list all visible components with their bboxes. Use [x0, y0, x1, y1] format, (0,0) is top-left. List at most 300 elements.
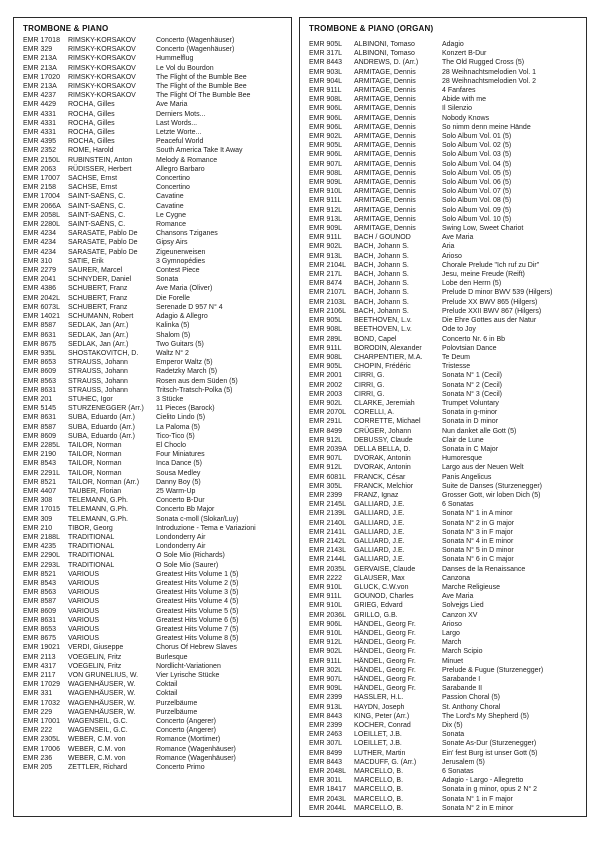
catalog-row [23, 726, 285, 735]
catalog-row [309, 574, 580, 583]
catalog-row [309, 454, 580, 463]
piece-title: Prelude & Fugue (Sturzenegger) [442, 666, 544, 674]
piece-title: Die Forelle [156, 294, 190, 302]
piece-title: Lobe den Herrn (5) [442, 280, 502, 288]
composer-name: SAINT-SAËNS, C. [68, 211, 126, 219]
emr-number: EMR 906L [309, 151, 343, 159]
piece-title: Danses de la Renaissance [442, 565, 526, 573]
composer-name: ARMITAGE, Dennis [354, 188, 416, 196]
emr-number: EMR 4331 [23, 110, 57, 118]
emr-number: EMR 308 [23, 497, 53, 505]
composer-name: STRAUSS, Johann [68, 386, 128, 394]
emr-number: EMR 4234 [23, 248, 57, 256]
catalog-row [309, 684, 580, 693]
piece-title: Chorale Prelude "Ich ruf zu Dir" [442, 261, 540, 269]
piece-title: Concertino [156, 175, 190, 183]
emr-number: EMR 2291L [23, 469, 60, 477]
catalog-row [309, 104, 580, 113]
piece-title: Jesu, meine Freude (Reift) [442, 271, 525, 279]
composer-name: GRIEG, Edvard [354, 602, 403, 610]
piece-title: Humoresque [442, 455, 483, 463]
catalog-row [309, 49, 580, 58]
emr-number: EMR 8631 [23, 331, 57, 339]
piece-title: Emperor Waltz (5) [156, 359, 213, 367]
piece-title: Arioso [442, 252, 462, 260]
piece-title: Prelude XX BWV 865 (Hilgers) [442, 298, 538, 306]
catalog-row [23, 367, 285, 376]
composer-name: ZETTLER, Richard [68, 764, 128, 772]
catalog-row [309, 482, 580, 491]
composer-name: GALLIARD, J.E. [354, 519, 405, 527]
emr-number: EMR 302L [309, 666, 343, 674]
piece-title: Greatest Hits Volume 1 (5) [156, 570, 239, 578]
composer-name: SEDLAK, Jan (Arr.) [68, 322, 129, 330]
piece-title: Zigeunerweisen [156, 248, 206, 256]
piece-title: Contest Piece [156, 267, 200, 275]
composer-name: SARASATE, Pablo De [68, 248, 138, 256]
emr-number: EMR 17001 [23, 718, 60, 726]
composer-name: STRAUSS, Johann [68, 377, 128, 385]
piece-title: Kalinka (5) [156, 322, 190, 330]
composer-name: RIMSKY-KORSAKOV [68, 55, 136, 63]
catalog-row [23, 45, 285, 54]
piece-title: Burlesque [156, 653, 188, 661]
composer-name: BACH, Johann S. [354, 307, 409, 315]
emr-number: EMR 8609 [23, 432, 57, 440]
composer-name: SUBA, Eduardo (Arr.) [68, 423, 135, 431]
emr-number: EMR 905L [309, 317, 343, 325]
piece-title: Tristesse [442, 363, 471, 371]
emr-number: EMR 17029 [23, 681, 60, 689]
emr-number: EMR 2048L [309, 768, 346, 776]
piece-title: Solo Album Vol. 10 (5) [442, 215, 512, 223]
emr-number: EMR 905L [309, 41, 343, 48]
catalog-row [309, 749, 580, 758]
composer-name: LOEILLET, J.B. [354, 740, 402, 748]
piece-title: Grosser Gott, wir loben Dich (5) [442, 491, 541, 499]
catalog-row [309, 288, 580, 297]
emr-number: EMR 17020 [23, 73, 60, 81]
emr-number: EMR 2143L [309, 547, 346, 555]
emr-number: EMR 2399 [309, 722, 343, 730]
emr-number: EMR 8675 [23, 635, 57, 643]
piece-title: Konzert B-Dur [442, 50, 487, 58]
composer-name: VARIOUS [68, 598, 99, 606]
catalog-row [23, 73, 285, 82]
composer-name: SAINT-SAËNS, C. [68, 221, 126, 229]
emr-number: EMR 8443 [309, 758, 343, 766]
catalog-row [23, 570, 285, 579]
composer-name: TAILOR, Norman [68, 441, 122, 449]
emr-number: EMR 2107L [309, 289, 346, 297]
emr-number: EMR 229 [23, 708, 53, 716]
catalog-row [309, 95, 580, 104]
emr-number: EMR 2279 [23, 267, 57, 275]
emr-number: EMR 331 [23, 690, 53, 698]
composer-name: STUHEC, Igor [68, 395, 113, 403]
emr-number: EMR 2044L [309, 804, 346, 812]
emr-number: EMR 935L [23, 349, 57, 357]
composer-name: CIRRI, G. [354, 390, 385, 398]
catalog-row [23, 128, 285, 137]
piece-title: Largo [442, 630, 460, 637]
emr-number: EMR 2280L [23, 221, 60, 229]
piece-title: Derniers Mots... [156, 110, 206, 118]
composer-name: ROCHA, Gilles [68, 119, 115, 127]
composer-name: GERVAISE, Claude [354, 565, 416, 573]
piece-title: Ode to Joy [442, 326, 476, 334]
emr-number: EMR 8631 [23, 616, 57, 624]
composer-name: ARMITAGE, Dennis [354, 179, 416, 187]
composer-name: WEBER, C.M. von [68, 745, 126, 753]
catalog-row [309, 86, 580, 95]
composer-name: MARCELLO, B. [354, 786, 404, 794]
emr-number: EMR 17006 [23, 745, 60, 753]
catalog-row [23, 331, 285, 340]
piece-title: Concerto (Angerer) [156, 718, 216, 726]
composer-name: ROCHA, Gilles [68, 129, 115, 137]
piece-title: The Lord's My Shepherd (5) [442, 712, 529, 720]
piece-title: Trumpet Voluntary [442, 399, 499, 407]
emr-number: EMR 2399 [309, 694, 343, 702]
piece-title: Solo Album Vol. 04 (5) [442, 160, 512, 168]
composer-name: WAGENSEIL, G.C. [68, 727, 128, 735]
piece-title: Sarabande I [442, 676, 481, 684]
piece-title: Sonata [156, 276, 179, 284]
catalog-row [23, 321, 285, 330]
emr-number: EMR 289L [309, 335, 343, 343]
piece-title: Romance (Wagenhäuser) [156, 754, 236, 762]
piece-title: Concerto (Wagenhäuser) [156, 46, 235, 54]
emr-number: EMR 912L [309, 436, 343, 444]
composer-name: BORODIN, Alexander [354, 344, 422, 352]
piece-title: Londonderry Air [156, 533, 206, 541]
composer-name: ARMITAGE, Dennis [354, 151, 416, 159]
catalog-row [309, 335, 580, 344]
emr-number: EMR 2285L [23, 441, 60, 449]
piece-title: Te Deum [442, 353, 471, 361]
catalog-row [23, 533, 285, 542]
catalog-row [309, 371, 580, 380]
composer-name: KOCHER, Conrad [354, 722, 411, 730]
emr-number: EMR 4386 [23, 285, 57, 293]
composer-name: BEETHOVEN, L.v. [354, 326, 412, 334]
composer-name: VON GRUNELIUS, W. [68, 672, 139, 680]
composer-name: ARMITAGE, Dennis [354, 225, 416, 233]
piece-title: Le Cygne [156, 211, 186, 219]
composer-name: WEBER, C.M. von [68, 754, 126, 762]
piece-title: Sonata in g-minor [442, 409, 498, 417]
catalog-row [23, 717, 285, 726]
composer-name: FRANCK, César [354, 473, 406, 481]
piece-title: Solo Album Vol. 05 (5) [442, 169, 512, 177]
catalog-row [309, 233, 580, 242]
emr-number: EMR 4395 [23, 138, 57, 146]
piece-title: The Flight of the Bumble Bee [156, 83, 247, 91]
composer-name: CIRRI, G. [354, 381, 385, 389]
composer-name: TRADITIONAL [68, 561, 115, 569]
piece-title: Concertino [156, 184, 190, 192]
piece-title: 28 Weihnachtsmelodien Vol. 2 [442, 77, 537, 85]
composer-name: RIMSKY-KORSAKOV [68, 64, 136, 72]
piece-title: Hummelflug [156, 55, 194, 63]
piece-title: Minuet [442, 657, 464, 665]
composer-name: BOND, Capel [354, 335, 397, 343]
composer-name: CHOPIN, Frédéric [354, 363, 411, 371]
piece-title: Solo Album Vol. 09 (5) [442, 206, 512, 214]
emr-number: EMR 912L [309, 464, 343, 472]
emr-number: EMR 4234 [23, 230, 57, 238]
emr-number: EMR 906L [309, 105, 343, 113]
emr-number: EMR 908L [309, 96, 343, 104]
piece-title: Purzelbäume [156, 708, 198, 716]
emr-number: EMR 2058L [23, 211, 60, 219]
catalog-row [23, 119, 285, 128]
composer-name: BACH, Johann S. [354, 252, 409, 260]
piece-title: 6 Sonatas [442, 501, 474, 509]
catalog-row [23, 284, 285, 293]
catalog-row [23, 689, 285, 698]
emr-number: EMR 307L [309, 740, 343, 748]
composer-name: TAILOR, Norman [68, 451, 122, 459]
composer-name: BACH / GOUNOD [354, 234, 411, 242]
composer-name: SARASATE, Pablo De [68, 230, 138, 238]
piece-title: Arioso [442, 620, 462, 628]
piece-title: Romance [156, 221, 186, 229]
catalog-row [309, 417, 580, 426]
composer-name: ARMITAGE, Dennis [354, 68, 416, 76]
catalog-row [23, 100, 285, 109]
catalog-row [23, 478, 285, 487]
composer-name: BACH, Johann S. [354, 289, 409, 297]
piece-title: Aria [442, 243, 455, 251]
piece-title: Adagio - Largo - Allegretto [442, 777, 524, 785]
catalog-row [23, 36, 285, 45]
catalog-row [23, 110, 285, 119]
catalog-row [309, 436, 580, 445]
composer-name: HÄNDEL, Georg Fr. [354, 657, 416, 665]
piece-title: Sonata in g minor, opus 2 N° 2 [442, 786, 538, 794]
emr-number: EMR 2188L [23, 533, 60, 541]
emr-number: EMR 913L [309, 703, 343, 711]
emr-number: EMR 17007 [23, 175, 60, 183]
emr-number: EMR 2305L [23, 736, 60, 744]
catalog-row [23, 174, 285, 183]
catalog-row [23, 745, 285, 754]
composer-name: ARMITAGE, Dennis [354, 105, 416, 113]
catalog-row [23, 579, 285, 588]
piece-title: The Flight of the Bumble Bee [156, 73, 247, 81]
composer-name: HÄNDEL, Georg Fr. [354, 676, 416, 684]
composer-name: VARIOUS [68, 635, 99, 643]
emr-number: EMR 4317 [23, 662, 57, 670]
catalog-row [309, 657, 580, 666]
emr-number: EMR 6081L [309, 473, 346, 481]
composer-name: WAGENHÄUSER, W. [68, 681, 136, 689]
emr-number: EMR 2190 [23, 451, 57, 459]
emr-number: EMR 910L [309, 630, 343, 637]
emr-number: EMR 213A [23, 64, 57, 72]
composer-name: SHOSTAKOVITCH, D. [68, 349, 139, 357]
composer-name: ALBINONI, Tomaso [354, 50, 415, 58]
composer-name: TAILOR, Norman [68, 460, 122, 468]
piece-title: Greatest Hits Volume 6 (5) [156, 616, 239, 624]
piece-title: Tritsch-Tratsch-Polka (5) [156, 386, 233, 394]
piece-title: Prelude XXII BWV 867 (Hilgers) [442, 307, 542, 315]
emr-number: EMR 17032 [23, 699, 60, 707]
emr-number: EMR 904L [309, 77, 343, 85]
catalog-row [23, 137, 285, 146]
emr-number: EMR 909L [309, 685, 343, 693]
piece-title: Greatest Hits Volume 3 (5) [156, 589, 239, 597]
catalog-row [309, 730, 580, 739]
catalog-row [23, 505, 285, 514]
catalog-row [23, 496, 285, 505]
catalog-row [23, 708, 285, 717]
emr-number: EMR 301L [309, 777, 343, 785]
emr-number: EMR 2070L [309, 409, 346, 417]
composer-name: WAGENHÄUSER, W. [68, 708, 136, 716]
catalog-row [23, 653, 285, 662]
piece-title: Panis Angelicus [442, 473, 492, 481]
catalog-row [309, 178, 580, 187]
piece-title: Polovtsian Dance [442, 344, 497, 352]
composer-name: CORELLI, A. [354, 409, 395, 417]
catalog-row [309, 40, 580, 49]
composer-name: VARIOUS [68, 570, 99, 578]
composer-name: RUBINSTEIN, Anton [68, 156, 133, 164]
emr-number: EMR 4235 [23, 543, 57, 551]
emr-number: EMR 213A [23, 55, 57, 63]
composer-name: HÄNDEL, Georg Fr. [354, 685, 416, 693]
catalog-row [23, 662, 285, 671]
emr-number: EMR 2463 [309, 731, 343, 739]
catalog-row [23, 248, 285, 257]
piece-title: South America Take It Away [156, 147, 243, 155]
composer-name: BACH, Johann S. [354, 298, 409, 306]
composer-name: TIBOR, Georg [68, 524, 113, 532]
piece-title: Concerto Primo [156, 764, 205, 772]
composer-name: HÄNDEL, Georg Fr. [354, 666, 416, 674]
composer-name: SAINT-SAËNS, C. [68, 193, 126, 201]
piece-title: Sonata N° 3 (Cecil) [442, 390, 502, 398]
composer-name: SCHUBERT, Franz [68, 303, 128, 311]
emr-number: EMR 8521 [23, 478, 57, 486]
composer-name: BACH, Johann S. [354, 271, 409, 279]
emr-number: EMR 4234 [23, 239, 57, 247]
composer-name: TRADITIONAL [68, 552, 115, 560]
catalog-row [23, 423, 285, 432]
emr-number: EMR 305L [309, 482, 343, 490]
emr-number: EMR 201 [23, 395, 53, 403]
emr-number: EMR 2399 [309, 491, 343, 499]
catalog-row [23, 303, 285, 312]
catalog-row [309, 528, 580, 537]
catalog-row [309, 224, 580, 233]
catalog-row [23, 487, 285, 496]
emr-number: EMR 14021 [23, 313, 60, 321]
catalog-row [309, 693, 580, 702]
emr-number: EMR 910L [309, 583, 343, 591]
emr-number: EMR 2222 [309, 574, 343, 582]
catalog-row [23, 377, 285, 386]
piece-title: Nordlicht-Variationen [156, 662, 221, 670]
composer-name: WAGENHÄUSER, W. [68, 699, 136, 707]
piece-title: Greatest Hits Volume 8 (5) [156, 635, 239, 643]
piece-title: Sonate As-Dur (Sturzenegger) [442, 740, 537, 748]
catalog-row [309, 703, 580, 712]
emr-number: EMR 907L [309, 676, 343, 684]
emr-number: EMR 906L [309, 114, 343, 122]
emr-number: EMR 8521 [23, 570, 57, 578]
piece-title: Marche Religieuse [442, 583, 500, 591]
composer-name: VERDI, Giuseppe [68, 644, 124, 652]
piece-title: Suite de Danses (Sturzenegger) [442, 482, 542, 490]
composer-name: ROCHA, Gilles [68, 101, 115, 109]
emr-number: EMR 906L [309, 620, 343, 628]
piece-title: Vier Lyrische Stücke [156, 672, 220, 680]
catalog-row [309, 279, 580, 288]
piece-title: Introduzione - Tema e Variazioni [156, 524, 256, 532]
catalog-row [309, 509, 580, 518]
catalog-row [309, 666, 580, 675]
catalog-row [309, 316, 580, 325]
piece-title: Sonata N° 6 in C major [442, 556, 514, 564]
piece-title: Inca Dance (5) [156, 460, 202, 468]
composer-name: GRILLO, G.B. [354, 611, 398, 619]
catalog-row [309, 546, 580, 555]
composer-name: SAURER, Marcel [68, 267, 123, 275]
composer-name: HÄNDEL, Georg Fr. [354, 648, 416, 656]
catalog-row [309, 187, 580, 196]
catalog-row [309, 583, 580, 592]
piece-title: Gipsy Airs [156, 239, 188, 247]
piece-title: Sarabande II [442, 685, 483, 693]
composer-name: VOEGELIN, Fritz [68, 653, 122, 661]
emr-number: EMR 217L [309, 271, 343, 279]
emr-number: EMR 911L [309, 87, 342, 95]
emr-number: EMR 8587 [23, 322, 57, 330]
emr-number: EMR 902L [309, 133, 343, 141]
composer-name: WEBER, C.M. von [68, 736, 126, 744]
piece-title: Passion Choral (5) [442, 694, 500, 702]
piece-title: 3 Stücke [156, 395, 184, 403]
composer-name: SACHSE, Ernst [68, 184, 118, 192]
composer-name: ARMITAGE, Dennis [354, 87, 416, 95]
composer-name: SCHNYDER, Daniel [68, 276, 132, 284]
catalog-row [23, 643, 285, 652]
catalog-row [309, 58, 580, 67]
piece-title: Sonata N° 1 (Cecil) [442, 372, 502, 380]
catalog-row [23, 625, 285, 634]
piece-title: Radetzky March (5) [156, 368, 218, 376]
catalog-row [23, 220, 285, 229]
emr-number: EMR 8563 [23, 377, 57, 385]
piece-title: Sonata in C Major [442, 445, 499, 453]
piece-title: Rosen aus dem Süden (5) [156, 377, 238, 385]
piece-title: Purzelbäume [156, 699, 198, 707]
composer-name: TAUBER, Florian [68, 487, 122, 495]
piece-title: Concerto (Angerer) [156, 727, 216, 735]
piece-title: Clair de Lune [442, 436, 484, 444]
catalog-row [309, 132, 580, 141]
piece-title: Four Miniatures [156, 451, 205, 459]
catalog-row [309, 196, 580, 205]
catalog-row [23, 64, 285, 73]
piece-title: Ave Maria [442, 593, 474, 601]
composer-name: TELEMANN, G.Ph. [68, 506, 128, 514]
piece-title: Allegro Barbaro [156, 165, 205, 173]
